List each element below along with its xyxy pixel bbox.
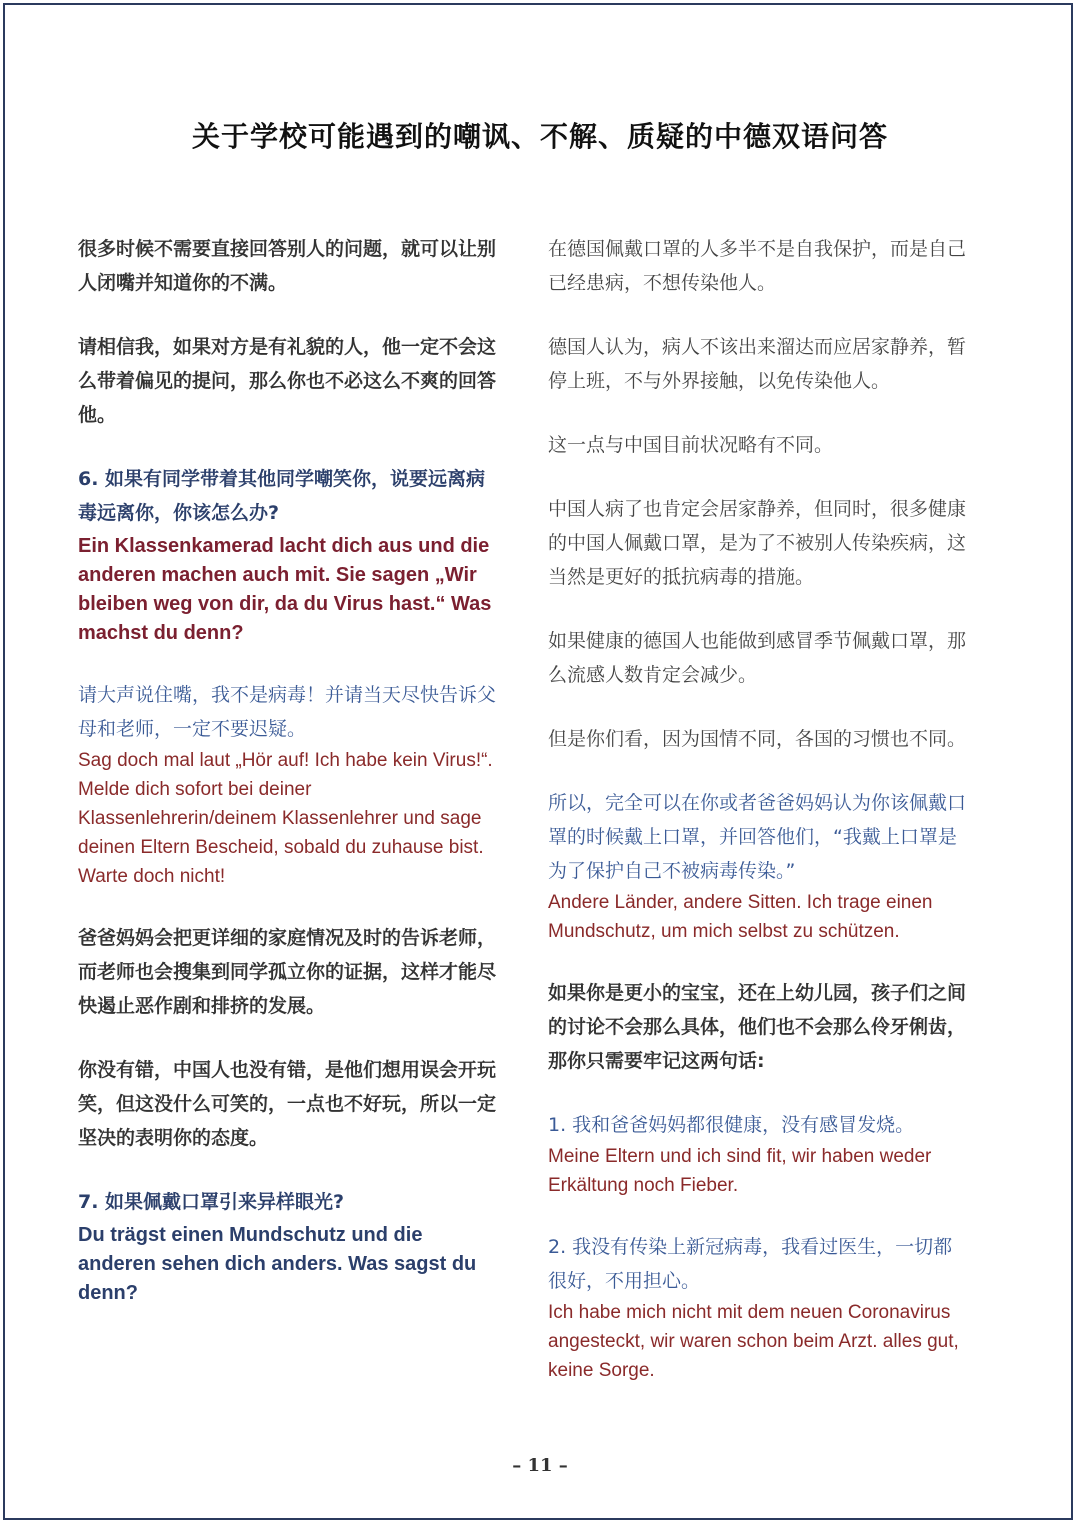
german-view-paragraph: 德国人认为，病人不该出来溜达而应居家静养，暂停上班，不与外界接触，以免传染他人。: [548, 336, 967, 392]
difference-paragraph: 这一点与中国目前状况略有不同。: [548, 434, 834, 456]
question-6-german: Ein Klassenkamerad lacht dich aus und die anderen machen auch mit. Sie sagen „Wir bleiben weg von dir, da du Virus hast.“ Was machst du denn?: [78, 535, 492, 644]
question-7-chinese: 7. 如果佩戴口罩引来异样眼光?: [78, 1191, 345, 1213]
sentence-2-chinese: 2. 我没有传染上新冠病毒，我看过医生，一切都很好，不用担心。: [548, 1236, 953, 1292]
customs-paragraph: 但是你们看，因为国情不同，各国的习惯也不同。: [548, 728, 967, 750]
intro-paragraph: 很多时候不需要直接回答别人的问题，就可以让别人闭嘴并知道你的不满。: [78, 238, 497, 294]
answer-6-chinese: 请大声说住嘴，我不是病毒！并请当天尽快告诉父母和老师，一定不要迟疑。: [78, 684, 497, 740]
page-title: 关于学校可能遇到的嘲讽、不解、质疑的中德双语问答: [191, 119, 888, 153]
page-number: – 11 –: [512, 1455, 568, 1476]
answer-7-german: Andere Länder, andere Sitten. Ich trage einen Mundschutz, um mich selbst zu schützen.: [548, 892, 933, 942]
kindergarten-paragraph: 如果你是更小的宝宝，还在上幼儿园，孩子们之间的讨论不会那么具体，他们也不会那么伶牙俐齿，那你只需要牢记这两句话:: [548, 982, 967, 1072]
sentence-1-chinese: 1. 我和爸爸妈妈都很健康，没有感冒发烧。: [548, 1114, 915, 1136]
attitude-paragraph: 你没有错，中国人也没有错，是他们想用误会开玩笑，但这没什么可笑的，一点也不好玩，所以一定坚决的表明你的态度。: [78, 1059, 497, 1149]
chinese-view-paragraph: 中国人病了也肯定会居家静养，但同时，很多健康的中国人佩戴口罩，是为了不被别人传染疾病，这当然是更好的抵抗病毒的措施。: [548, 498, 967, 588]
parents-paragraph: 爸爸妈妈会把更详细的家庭情况及时的告诉老师，而老师也会搜集到同学孤立你的证据，这样才能尽快遏止恶作剧和排挤的发展。: [78, 927, 497, 1017]
answer-6-german: Sag doch mal laut „Hör auf! Ich habe kein Virus!“. Melde dich sofort bei deiner Klassenlehrerin/deinem Klassenlehrer und sage deinen Eltern Bescheid, sobald du zuhause bist. Warte doch nicht!: [78, 750, 493, 887]
answer-7-chinese: 所以，完全可以在你或者爸爸妈妈认为你该佩戴口罩的时候戴上口罩，并回答他们，“我戴上口罩是为了保护自己不被病毒传染。”: [548, 792, 967, 882]
flu-season-paragraph: 如果健康的德国人也能做到感冒季节佩戴口罩，那么流感人数肯定会减少。: [548, 630, 967, 686]
sentence-1-german: Meine Eltern und ich sind fit, wir haben weder Erkältung noch Fieber.: [548, 1146, 932, 1196]
question-6-chinese: 6. 如果有同学带着其他同学嘲笑你，说要远离病毒远离你，你该怎么办?: [78, 468, 486, 524]
right-column: [548, 232, 968, 1385]
question-7-german: Du trägst einen Mundschutz und die anderen sehen dich anders. Was sagst du denn?: [78, 1224, 477, 1304]
sentence-2-german: Ich habe mich nicht mit dem neuen Coronavirus angesteckt, wir waren schon beim Arzt. alles gut, keine Sorge.: [548, 1302, 959, 1381]
left-column: [78, 232, 498, 1308]
mask-germany-paragraph: 在德国佩戴口罩的人多半不是自我保护，而是自己已经患病，不想传染他人。: [548, 238, 967, 294]
advice-paragraph: 请相信我，如果对方是有礼貌的人，他一定不会这么带着偏见的提问，那么你也不必这么不爽的回答他。: [78, 336, 497, 426]
